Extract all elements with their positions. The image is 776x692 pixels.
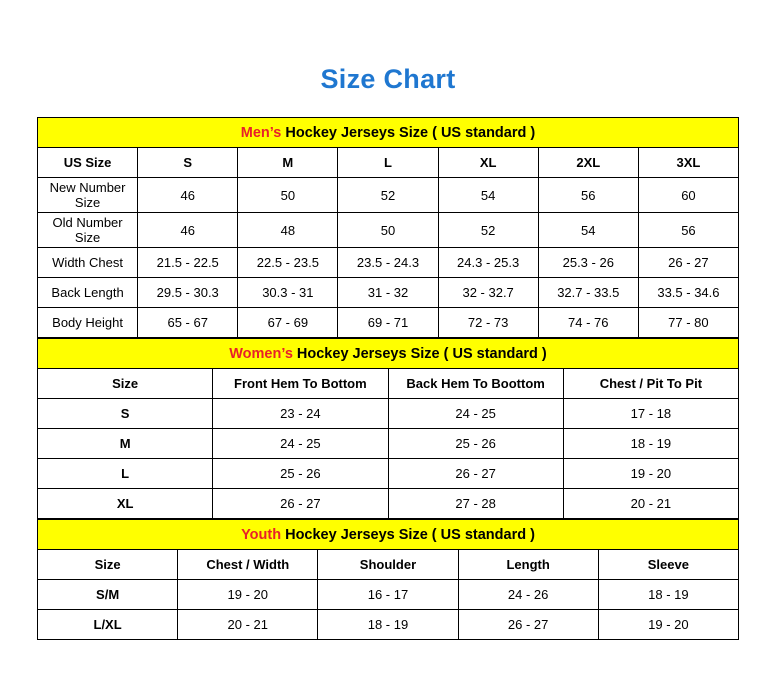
table-row xyxy=(38,580,739,610)
cell: 50 xyxy=(338,213,438,248)
cell: 19 - 20 xyxy=(563,459,738,489)
table-row xyxy=(38,399,739,429)
mens-band-accent: Men’s xyxy=(240,124,282,141)
mens-section-band-row xyxy=(38,118,739,148)
cell: 27 - 28 xyxy=(388,489,563,519)
row-label: S/M xyxy=(38,580,178,610)
youth-band-accent: Youth xyxy=(241,526,282,543)
youth-header-row xyxy=(38,550,739,580)
womens-col-header: Chest / Pit To Pit xyxy=(563,369,738,399)
youth-size-table xyxy=(37,519,739,640)
womens-col-header: Back Hem To Boottom xyxy=(388,369,563,399)
womens-size-table xyxy=(37,338,739,519)
cell: 24 - 25 xyxy=(213,429,388,459)
cell: 22.5 - 23.5 xyxy=(238,248,338,278)
mens-col-header: 2XL xyxy=(538,148,638,178)
row-label: L xyxy=(38,459,213,489)
womens-section-band xyxy=(38,339,739,369)
cell: 48 xyxy=(238,213,338,248)
mens-size-table xyxy=(37,117,739,338)
cell: 18 - 19 xyxy=(563,429,738,459)
cell: 77 - 80 xyxy=(638,308,738,338)
mens-col-header: 3XL xyxy=(638,148,738,178)
cell: 23 - 24 xyxy=(213,399,388,429)
mens-col-header: US Size xyxy=(38,148,138,178)
table-row xyxy=(38,489,739,519)
table-row xyxy=(38,308,739,338)
cell: 20 - 21 xyxy=(563,489,738,519)
cell: 52 xyxy=(438,213,538,248)
row-label: Width Chest xyxy=(38,248,138,278)
cell: 69 - 71 xyxy=(338,308,438,338)
mens-col-header: M xyxy=(238,148,338,178)
table-row xyxy=(38,248,739,278)
cell: 20 - 21 xyxy=(178,610,318,640)
cell: 24.3 - 25.3 xyxy=(438,248,538,278)
row-label: Body Height xyxy=(38,308,138,338)
mens-col-header: S xyxy=(138,148,238,178)
cell: 25 - 26 xyxy=(388,429,563,459)
row-label: XL xyxy=(38,489,213,519)
cell: 72 - 73 xyxy=(438,308,538,338)
row-label: Back Length xyxy=(38,278,138,308)
table-row xyxy=(38,213,739,248)
youth-col-header: Length xyxy=(458,550,598,580)
cell: 17 - 18 xyxy=(563,399,738,429)
cell: 56 xyxy=(538,178,638,213)
womens-col-header: Front Hem To Bottom xyxy=(213,369,388,399)
cell: 26 - 27 xyxy=(388,459,563,489)
cell: 32.7 - 33.5 xyxy=(538,278,638,308)
cell: 19 - 20 xyxy=(178,580,318,610)
cell: 19 - 20 xyxy=(598,610,738,640)
cell: 46 xyxy=(138,178,238,213)
womens-band-rest: Hockey Jerseys Size ( US standard ) xyxy=(292,345,547,362)
youth-band-rest: Hockey Jerseys Size ( US standard ) xyxy=(281,526,535,543)
table-row xyxy=(38,610,739,640)
cell: 52 xyxy=(338,178,438,213)
cell: 16 - 17 xyxy=(318,580,458,610)
youth-col-header: Chest / Width xyxy=(178,550,318,580)
cell: 46 xyxy=(138,213,238,248)
youth-section-band xyxy=(38,520,739,550)
youth-col-header: Sleeve xyxy=(598,550,738,580)
page-title: Size Chart xyxy=(320,64,456,94)
mens-col-header: L xyxy=(338,148,438,178)
cell: 67 - 69 xyxy=(238,308,338,338)
cell: 31 - 32 xyxy=(338,278,438,308)
row-label: S xyxy=(38,399,213,429)
mens-section-band xyxy=(38,118,739,148)
row-label: New Number Size xyxy=(38,178,138,213)
cell: 65 - 67 xyxy=(138,308,238,338)
mens-col-header: XL xyxy=(438,148,538,178)
row-label: Old Number Size xyxy=(38,213,138,248)
cell: 24 - 25 xyxy=(388,399,563,429)
table-row xyxy=(38,459,739,489)
cell: 30.3 - 31 xyxy=(238,278,338,308)
womens-band-accent: Women’s xyxy=(229,345,293,362)
cell: 21.5 - 22.5 xyxy=(138,248,238,278)
cell: 54 xyxy=(538,213,638,248)
cell: 60 xyxy=(638,178,738,213)
cell: 25 - 26 xyxy=(213,459,388,489)
cell: 29.5 - 30.3 xyxy=(138,278,238,308)
cell: 26 - 27 xyxy=(213,489,388,519)
row-label: M xyxy=(38,429,213,459)
womens-section-band-row xyxy=(38,339,739,369)
womens-header-row xyxy=(38,369,739,399)
row-label: L/XL xyxy=(38,610,178,640)
cell: 24 - 26 xyxy=(458,580,598,610)
cell: 18 - 19 xyxy=(318,610,458,640)
womens-col-header: Size xyxy=(38,369,213,399)
table-row xyxy=(38,429,739,459)
mens-band-rest: Hockey Jerseys Size ( US standard ) xyxy=(281,124,536,141)
cell: 18 - 19 xyxy=(598,580,738,610)
cell: 23.5 - 24.3 xyxy=(338,248,438,278)
youth-col-header: Size xyxy=(38,550,178,580)
cell: 26 - 27 xyxy=(638,248,738,278)
youth-section-band-row xyxy=(38,520,739,550)
table-row xyxy=(38,278,739,308)
table-row xyxy=(38,178,739,213)
cell: 33.5 - 34.6 xyxy=(638,278,738,308)
youth-col-header: Shoulder xyxy=(318,550,458,580)
cell: 74 - 76 xyxy=(538,308,638,338)
cell: 26 - 27 xyxy=(458,610,598,640)
cell: 56 xyxy=(638,213,738,248)
cell: 25.3 - 26 xyxy=(538,248,638,278)
cell: 50 xyxy=(238,178,338,213)
mens-header-row xyxy=(38,148,739,178)
cell: 54 xyxy=(438,178,538,213)
cell: 32 - 32.7 xyxy=(438,278,538,308)
